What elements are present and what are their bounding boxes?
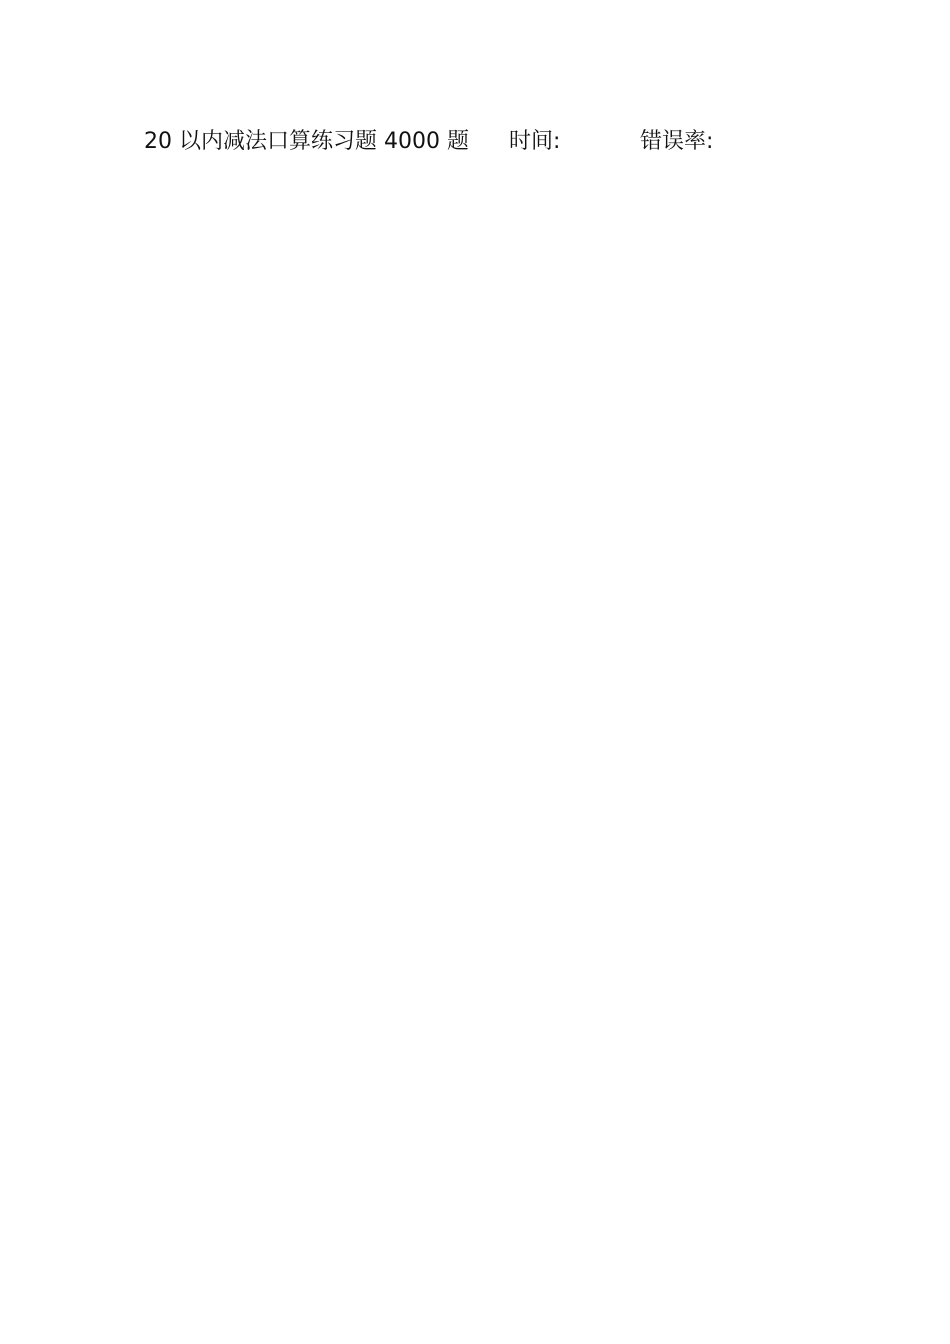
error-rate-label: 错误率: — [640, 129, 714, 154]
time-label: 时间: — [509, 129, 561, 154]
worksheet-header — [0, 126, 950, 158]
worksheet-title: 20 以内减法口算练习题 4000 题 — [144, 129, 469, 154]
